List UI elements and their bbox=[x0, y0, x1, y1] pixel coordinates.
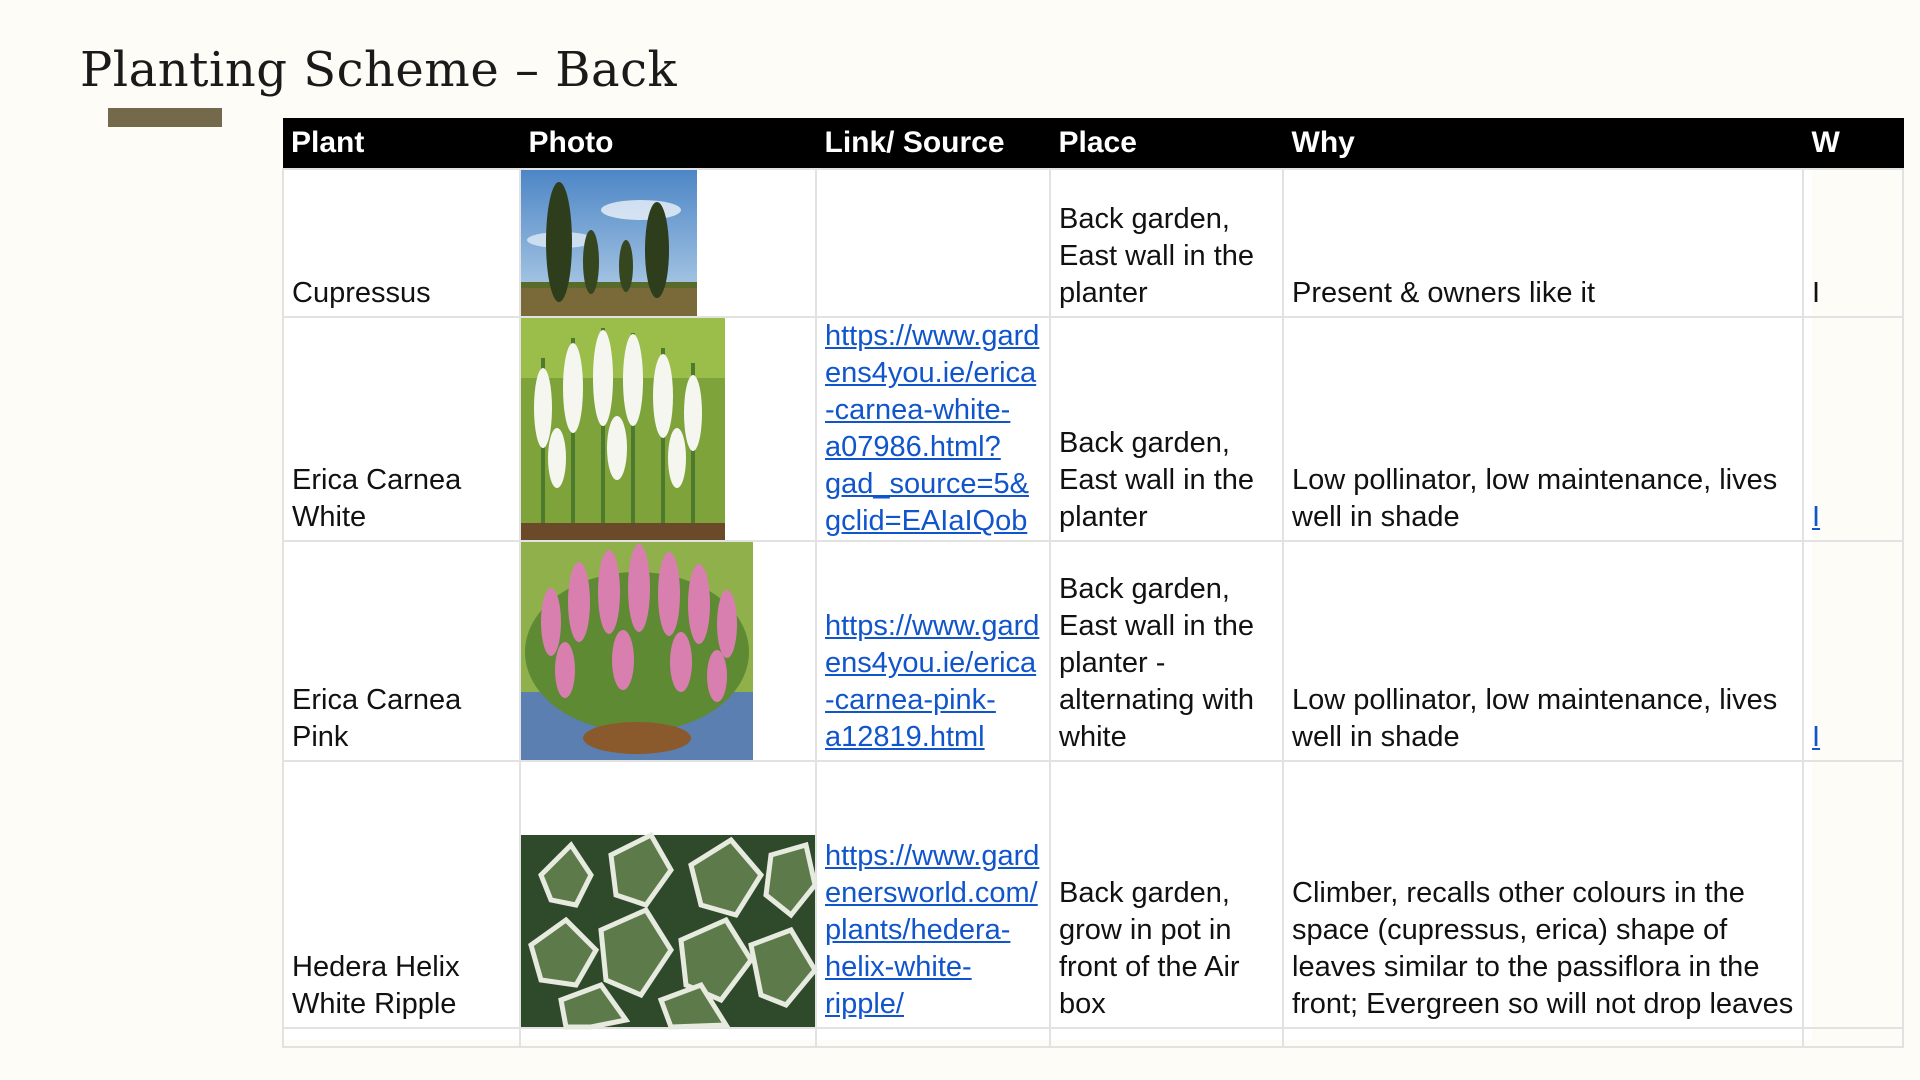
table-row bbox=[283, 761, 1903, 1028]
source-link[interactable]: https://www.gardenersworld.com/plants/hedera-helix-white-ripple/ bbox=[825, 840, 1040, 1020]
erica-white-photo bbox=[521, 318, 725, 540]
cell-plant: Erica Carnea Pink bbox=[283, 541, 520, 761]
extra-link[interactable]: I bbox=[1812, 501, 1821, 533]
cell-plant: Erica Carnea White bbox=[283, 317, 520, 541]
empty-cell bbox=[816, 1028, 1050, 1047]
cell-place: Back garden, grow in pot in front of the Air box bbox=[1050, 761, 1283, 1028]
header-plant: Plant bbox=[283, 118, 520, 169]
cell-why: Low pollinator, low maintenance, lives well in shade bbox=[1283, 317, 1803, 541]
cell-extra bbox=[1803, 541, 1903, 761]
source-link[interactable]: https://www.gardens4you.ie/erica-carnea-white-a07986.html?gad_source=5&gclid=EAIaIQob bbox=[825, 320, 1040, 537]
header-extra: W bbox=[1803, 118, 1903, 169]
cell-place: Back garden, East wall in the planter bbox=[1050, 169, 1283, 317]
cell-why: Low pollinator, low maintenance, lives well in shade bbox=[1283, 541, 1803, 761]
cell-why: Climber, recalls other colours in the space (cupressus, erica) shape of leaves similar to the passiflora in the front; Evergreen so will not drop leaves bbox=[1283, 761, 1803, 1028]
extra-link[interactable]: I bbox=[1812, 721, 1821, 753]
table-row bbox=[283, 169, 1903, 317]
table-row bbox=[283, 317, 1903, 541]
empty-cell bbox=[1803, 1028, 1903, 1047]
cell-extra bbox=[1803, 761, 1903, 1028]
header-photo: Photo bbox=[520, 118, 816, 169]
cell-link bbox=[816, 169, 1050, 317]
cell-link bbox=[816, 317, 1050, 541]
extra-text: I bbox=[1812, 277, 1821, 309]
cell-photo bbox=[520, 761, 816, 1028]
cell-photo bbox=[520, 169, 816, 317]
cell-why: Present & owners like it bbox=[1283, 169, 1803, 317]
slide-title: Planting Scheme – Back bbox=[80, 42, 678, 98]
empty-cell bbox=[1283, 1028, 1803, 1047]
cell-plant: Hedera Helix White Ripple bbox=[283, 761, 520, 1028]
header-why: Why bbox=[1283, 118, 1803, 169]
planting-table-container bbox=[282, 118, 1840, 1040]
planting-table bbox=[282, 118, 1904, 1048]
table-row bbox=[283, 1028, 1903, 1047]
header-place: Place bbox=[1050, 118, 1283, 169]
empty-cell bbox=[283, 1028, 520, 1047]
cell-plant: Cupressus bbox=[283, 169, 520, 317]
cell-photo bbox=[520, 541, 816, 761]
empty-cell bbox=[1050, 1028, 1283, 1047]
cell-link bbox=[816, 761, 1050, 1028]
header-link-source: Link/ Source bbox=[816, 118, 1050, 169]
cell-place: Back garden, East wall in the planter bbox=[1050, 317, 1283, 541]
empty-cell bbox=[520, 1028, 816, 1047]
cell-photo bbox=[520, 317, 816, 541]
cell-link bbox=[816, 541, 1050, 761]
table-header-row bbox=[283, 118, 1903, 169]
table-row bbox=[283, 541, 1903, 761]
cell-extra bbox=[1803, 169, 1903, 317]
hedera-photo bbox=[521, 835, 815, 1027]
erica-pink-photo bbox=[521, 542, 753, 760]
source-link[interactable]: https://www.gardens4you.ie/erica-carnea-pink-a12819.html bbox=[825, 610, 1040, 753]
cupressus-photo bbox=[521, 170, 697, 316]
title-accent-bar bbox=[108, 108, 222, 127]
cell-extra bbox=[1803, 317, 1903, 541]
cell-place: Back garden, East wall in the planter - alternating with white bbox=[1050, 541, 1283, 761]
